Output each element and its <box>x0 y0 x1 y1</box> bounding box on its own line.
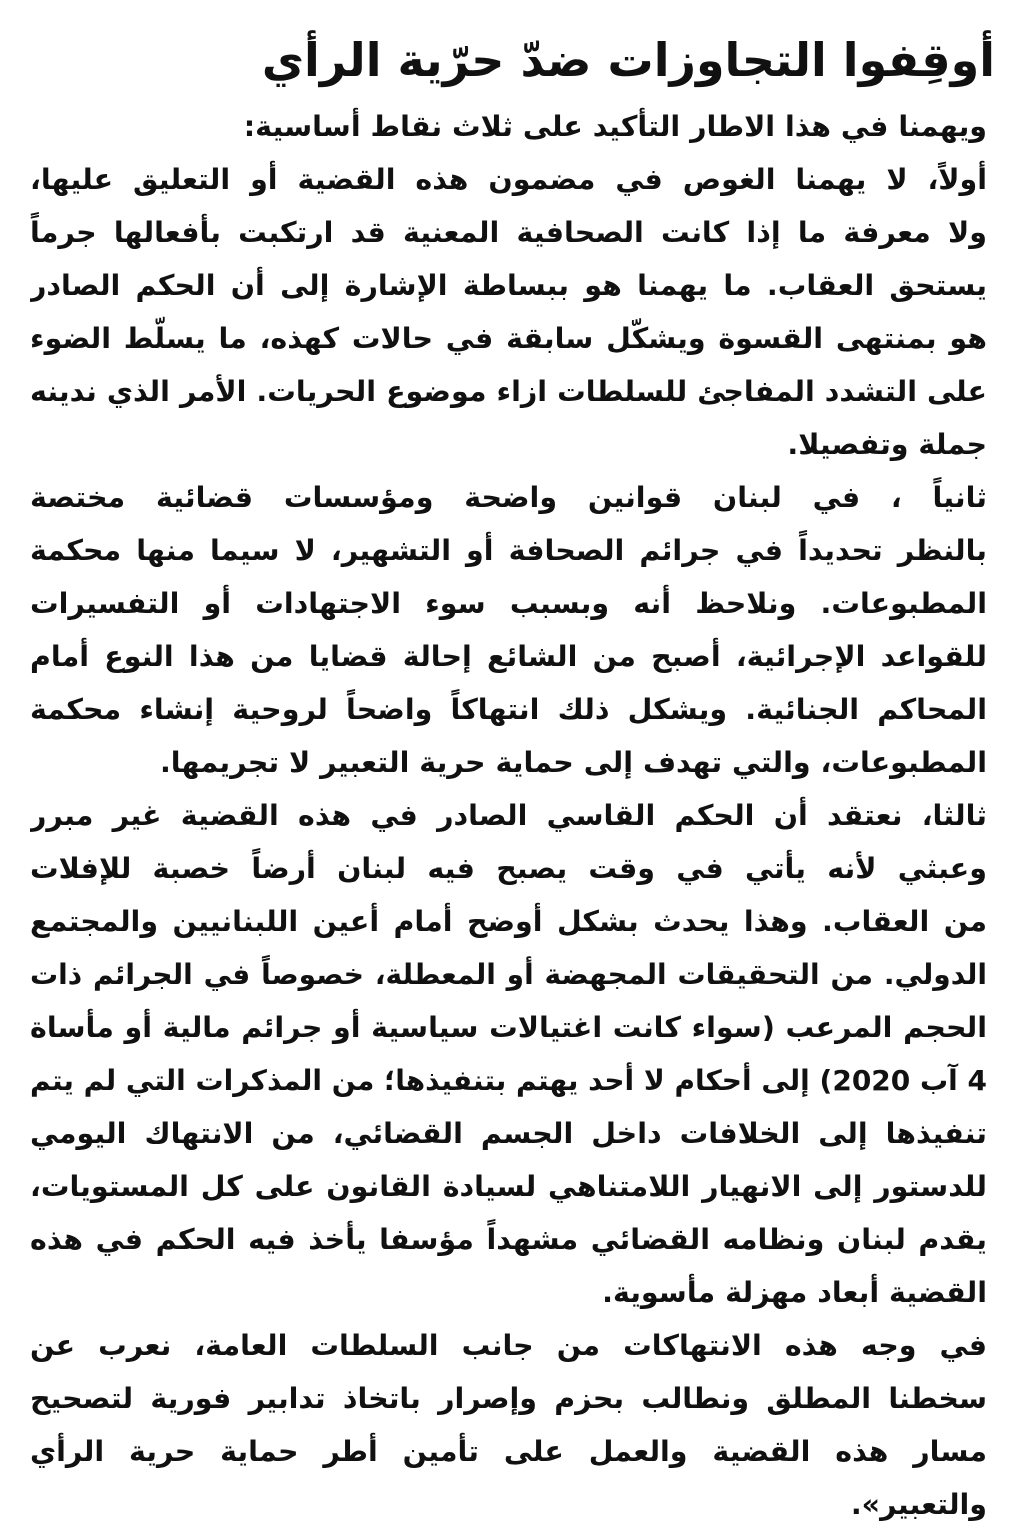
text-line: ويهمنا في هذا الاطار التأكيد على ثلاث نقاط أساسية: <box>243 110 987 143</box>
text-line: يستحق العقاب. ما يهمنا هو ببساطة الإشارة إلى أن الحكم الصادر <box>30 269 987 302</box>
paragraph-first-point <box>30 153 987 471</box>
text-line: 4 آب 2020) إلى أحكام لا أحد يهتم بتنفيذها؛ من المذكرات التي لم يتم <box>30 1064 987 1097</box>
text-line: ثانياً ، في لبنان قوانين واضحة ومؤسسات قضائية مختصة <box>30 481 987 514</box>
text-line: على التشدد المفاجئ للسلطات ازاء موضوع الحريات. الأمر الذي ندينه <box>30 375 987 408</box>
article-headline: أوقِفوا التجاوزات ضدّ حرّية الرأي <box>261 33 995 87</box>
paragraph-conclusion <box>30 1319 987 1531</box>
text-line: في وجه هذه الانتهاكات من جانب السلطات العامة، نعرب عن <box>30 1329 987 1362</box>
paragraph-third-point <box>30 789 987 1319</box>
text-line: سخطنا المطلق ونطالب بحزم وإصرار باتخاذ تدابير فورية لتصحيح <box>30 1382 987 1415</box>
text-line: ثالثا، نعتقد أن الحكم القاسي الصادر في هذه القضية غير مبرر <box>30 799 987 832</box>
text-line: القضية أبعاد مهزلة مأسوية. <box>602 1276 987 1309</box>
text-line: ولا معرفة ما إذا كانت الصحافية المعنية قد ارتكبت بأفعالها جرماً <box>30 216 987 249</box>
text-line: تنفيذها إلى الخلافات داخل الجسم القضائي، من الانتهاك اليومي <box>30 1117 987 1150</box>
paragraph-second-point <box>30 471 987 789</box>
text-line: المحاكم الجنائية. ويشكل ذلك انتهاكاً واضحاً لروحية إنشاء محكمة <box>30 693 987 726</box>
text-line: المطبوعات، والتي تهدف إلى حماية حرية التعبير لا تجريمها. <box>159 746 987 779</box>
text-line: للدستور إلى الانهيار اللامتناهي لسيادة القانون على كل المستويات، <box>30 1170 987 1203</box>
text-line: وعبثي لأنه يأتي في وقت يصبح فيه لبنان أرضاً خصبة للإفلات <box>30 852 987 885</box>
text-line: بالنظر تحديداً في جرائم الصحافة أو التشهير، لا سيما منها محكمة <box>30 534 987 567</box>
text-line: جملة وتفصيلا. <box>787 428 987 461</box>
text-line: الدولي. من التحقيقات المجهضة أو المعطلة، خصوصاً في الجرائم ذات <box>30 958 987 991</box>
text-line: أولاً، لا يهمنا الغوص في مضمون هذه القضية أو التعليق عليها، <box>30 163 987 196</box>
text-line: المطبوعات. ونلاحظ أنه وبسبب سوء الاجتهادات أو التفسيرات <box>30 587 987 620</box>
text-line: والتعبير». <box>850 1488 987 1521</box>
text-line: من العقاب. وهذا يحدث بشكل أوضح أمام أعين اللبنانيين والمجتمع <box>30 905 987 938</box>
article-body <box>30 100 987 1531</box>
text-line: للقواعد الإجرائية، أصبح من الشائع إحالة قضايا من هذا النوع أمام <box>30 640 987 673</box>
text-line: الحجم المرعب (سواء كانت اغتيالات سياسية أو جرائم مالية أو مأساة <box>30 1011 987 1044</box>
paragraph-intro <box>30 100 987 153</box>
text-line: يقدم لبنان ونظامه القضائي مشهداً مؤسفا يأخذ فيه الحكم في هذه <box>30 1223 987 1256</box>
text-line: مسار هذه القضية والعمل على تأمين أطر حماية حرية الرأي <box>30 1435 987 1468</box>
text-line: هو بمنتهى القسوة ويشكّل سابقة في حالات كهذه، ما يسلّط الضوء <box>30 322 987 355</box>
